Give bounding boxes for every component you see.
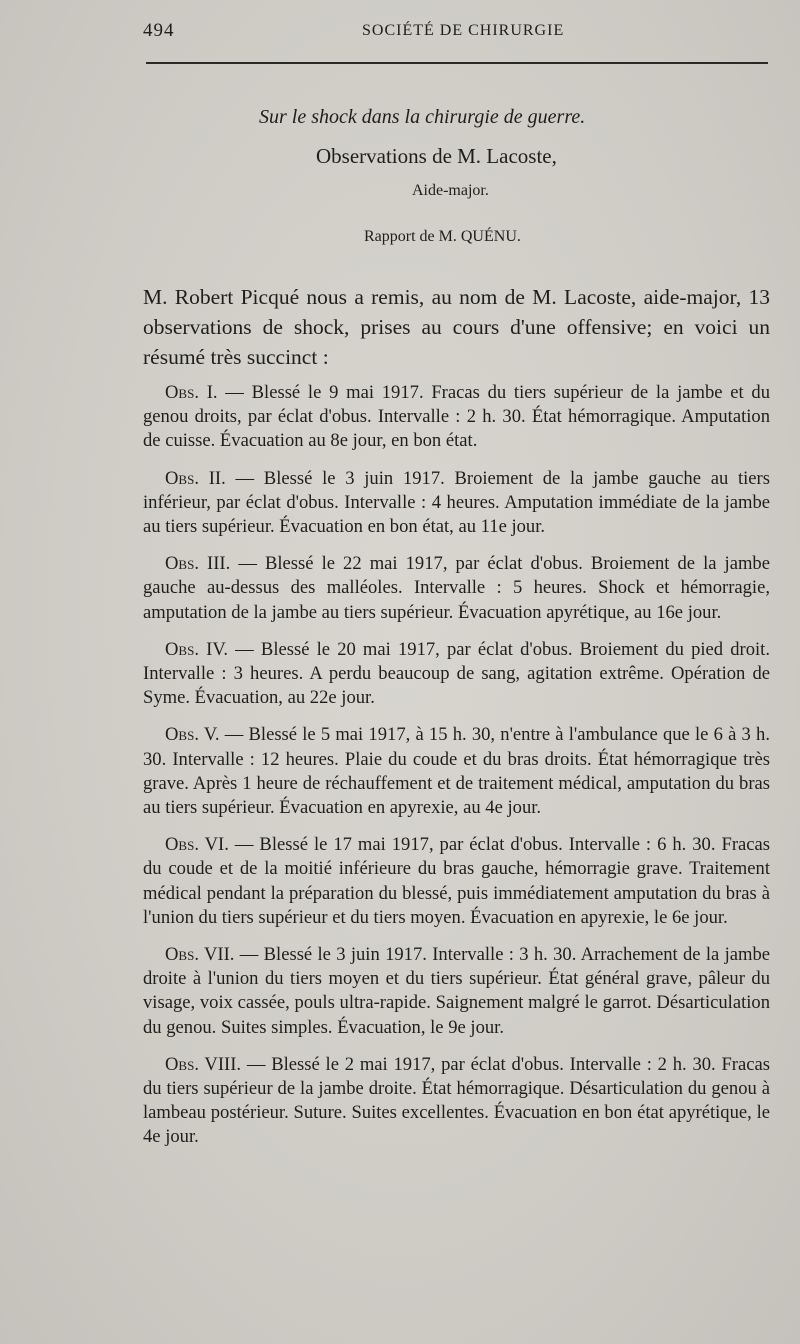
running-title: SOCIÉTÉ DE CHIRURGIE [362, 22, 565, 39]
observation-8 [143, 1053, 770, 1150]
observation-label: Obs. V. [165, 724, 220, 746]
observation-label: Obs. IV. [165, 638, 229, 660]
observation-text: — Blessé le 3 juin 1917. Broiement de la jambe gauche au tiers inférieur, par éclat d'obus. Intervalle : 4 heures. Amputation immédiate de la jambe au tiers supérieur. Évacuation en bon état, au 11e jour. [143, 467, 770, 538]
page-number: 494 [143, 20, 175, 41]
observation-text: — Blessé le 22 mai 1917, par éclat d'obus. Broiement de la jambe gauche au-dessus des malléoles. Intervalle : 5 heures. Shock et hémorragie, amputation de la jambe au tiers supérieur. Évacuation apyrétique, au 16e jour. [143, 553, 770, 623]
observation-text: — Blessé le 3 juin 1917. Intervalle : 3 h. 30. Arrachement de la jambe droite à l'union du tiers moyen et du tiers supérieur. État général grave, pâleur du visage, voix cassée, pouls ultra-rapide. Saignement malgré le garrot. Désarticulation du genou. Suites simples. Évacuation, le 9e jour. [143, 944, 770, 1038]
observation-5 [143, 723, 770, 820]
observation-3 [143, 552, 770, 625]
observation-label: Obs. VIII. [165, 1053, 242, 1075]
observation-text: — Blessé le 17 mai 1917, par éclat d'obus. Intervalle : 6 h. 30. Fracas du coude et de la moitié inférieure du bras gauche, hémorragie grave. Traitement médical pendant la préparation du blessé, puis immédiatement amputation du bras à l'union du tiers supérieur et du tiers moyen. Évacuation en apyrexie, le 6e jour. [143, 834, 770, 928]
article-title: Sur le shock dans la chirurgie de guerre. [259, 106, 586, 128]
observation-7 [143, 943, 770, 1040]
article-author: Observations de M. Lacoste, [316, 144, 557, 168]
author-rank: Aide-major. [412, 182, 489, 199]
observation-text: — Blessé le 9 mai 1917. Fracas du tiers supérieur de la jambe et du genou droits, par éclat d'obus. Intervalle : 2 h. 30. État hémorragique. Amputation de cuisse. Évacuation au 8e jour, en bon état. [143, 382, 770, 452]
observation-text: — Blessé le 5 mai 1917, à 15 h. 30, n'entre à l'ambulance que le 6 à 3 h. 30. Intervalle : 12 heures. Plaie du coude et du bras droits. État hémorragique très grave. Après 1 heure de réchauffement et de traitement médical, amputation du bras au tiers supérieur. Évacuation en apyrexie, au 4e jour. [143, 724, 770, 819]
observation-2 [143, 467, 770, 540]
report-by: Rapport de M. QUÉNU. [364, 228, 521, 245]
page-header [0, 18, 800, 48]
observation-6 [143, 833, 770, 930]
observations-list [143, 381, 770, 1163]
header-rule [146, 62, 768, 64]
observation-label: Obs. VII. [165, 944, 235, 966]
observation-label: Obs. I. [165, 382, 218, 403]
observation-text: — Blessé le 20 mai 1917, par éclat d'obus. Broiement du pied droit. Intervalle : 3 heures. A perdu beaucoup de sang, agitation extrême. Opération de Syme. Évacuation, au 22e jour. [143, 638, 771, 709]
observation-1 [143, 381, 770, 454]
intro-paragraph: M. Robert Picqué nous a remis, au nom de M. Lacoste, aide-major, 13 observations de shock, prises au cours d'une offensive; en voici un résumé très succinct : [143, 285, 770, 369]
observation-text: — Blessé le 2 mai 1917, par éclat d'obus. Intervalle : 2 h. 30. Fracas du tiers supérieur de la jambe droite. État hémorragique. Désarticulation du genou à lambeau postérieur. Suture. Suites excellentes. Évacuation en bon état apyrétique, le 4e jour. [143, 1053, 770, 1148]
observation-label: Obs. VI. [165, 834, 229, 856]
observation-label: Obs. III. [165, 553, 231, 575]
observation-label: Obs. II. [165, 467, 226, 489]
observation-4 [143, 638, 770, 711]
